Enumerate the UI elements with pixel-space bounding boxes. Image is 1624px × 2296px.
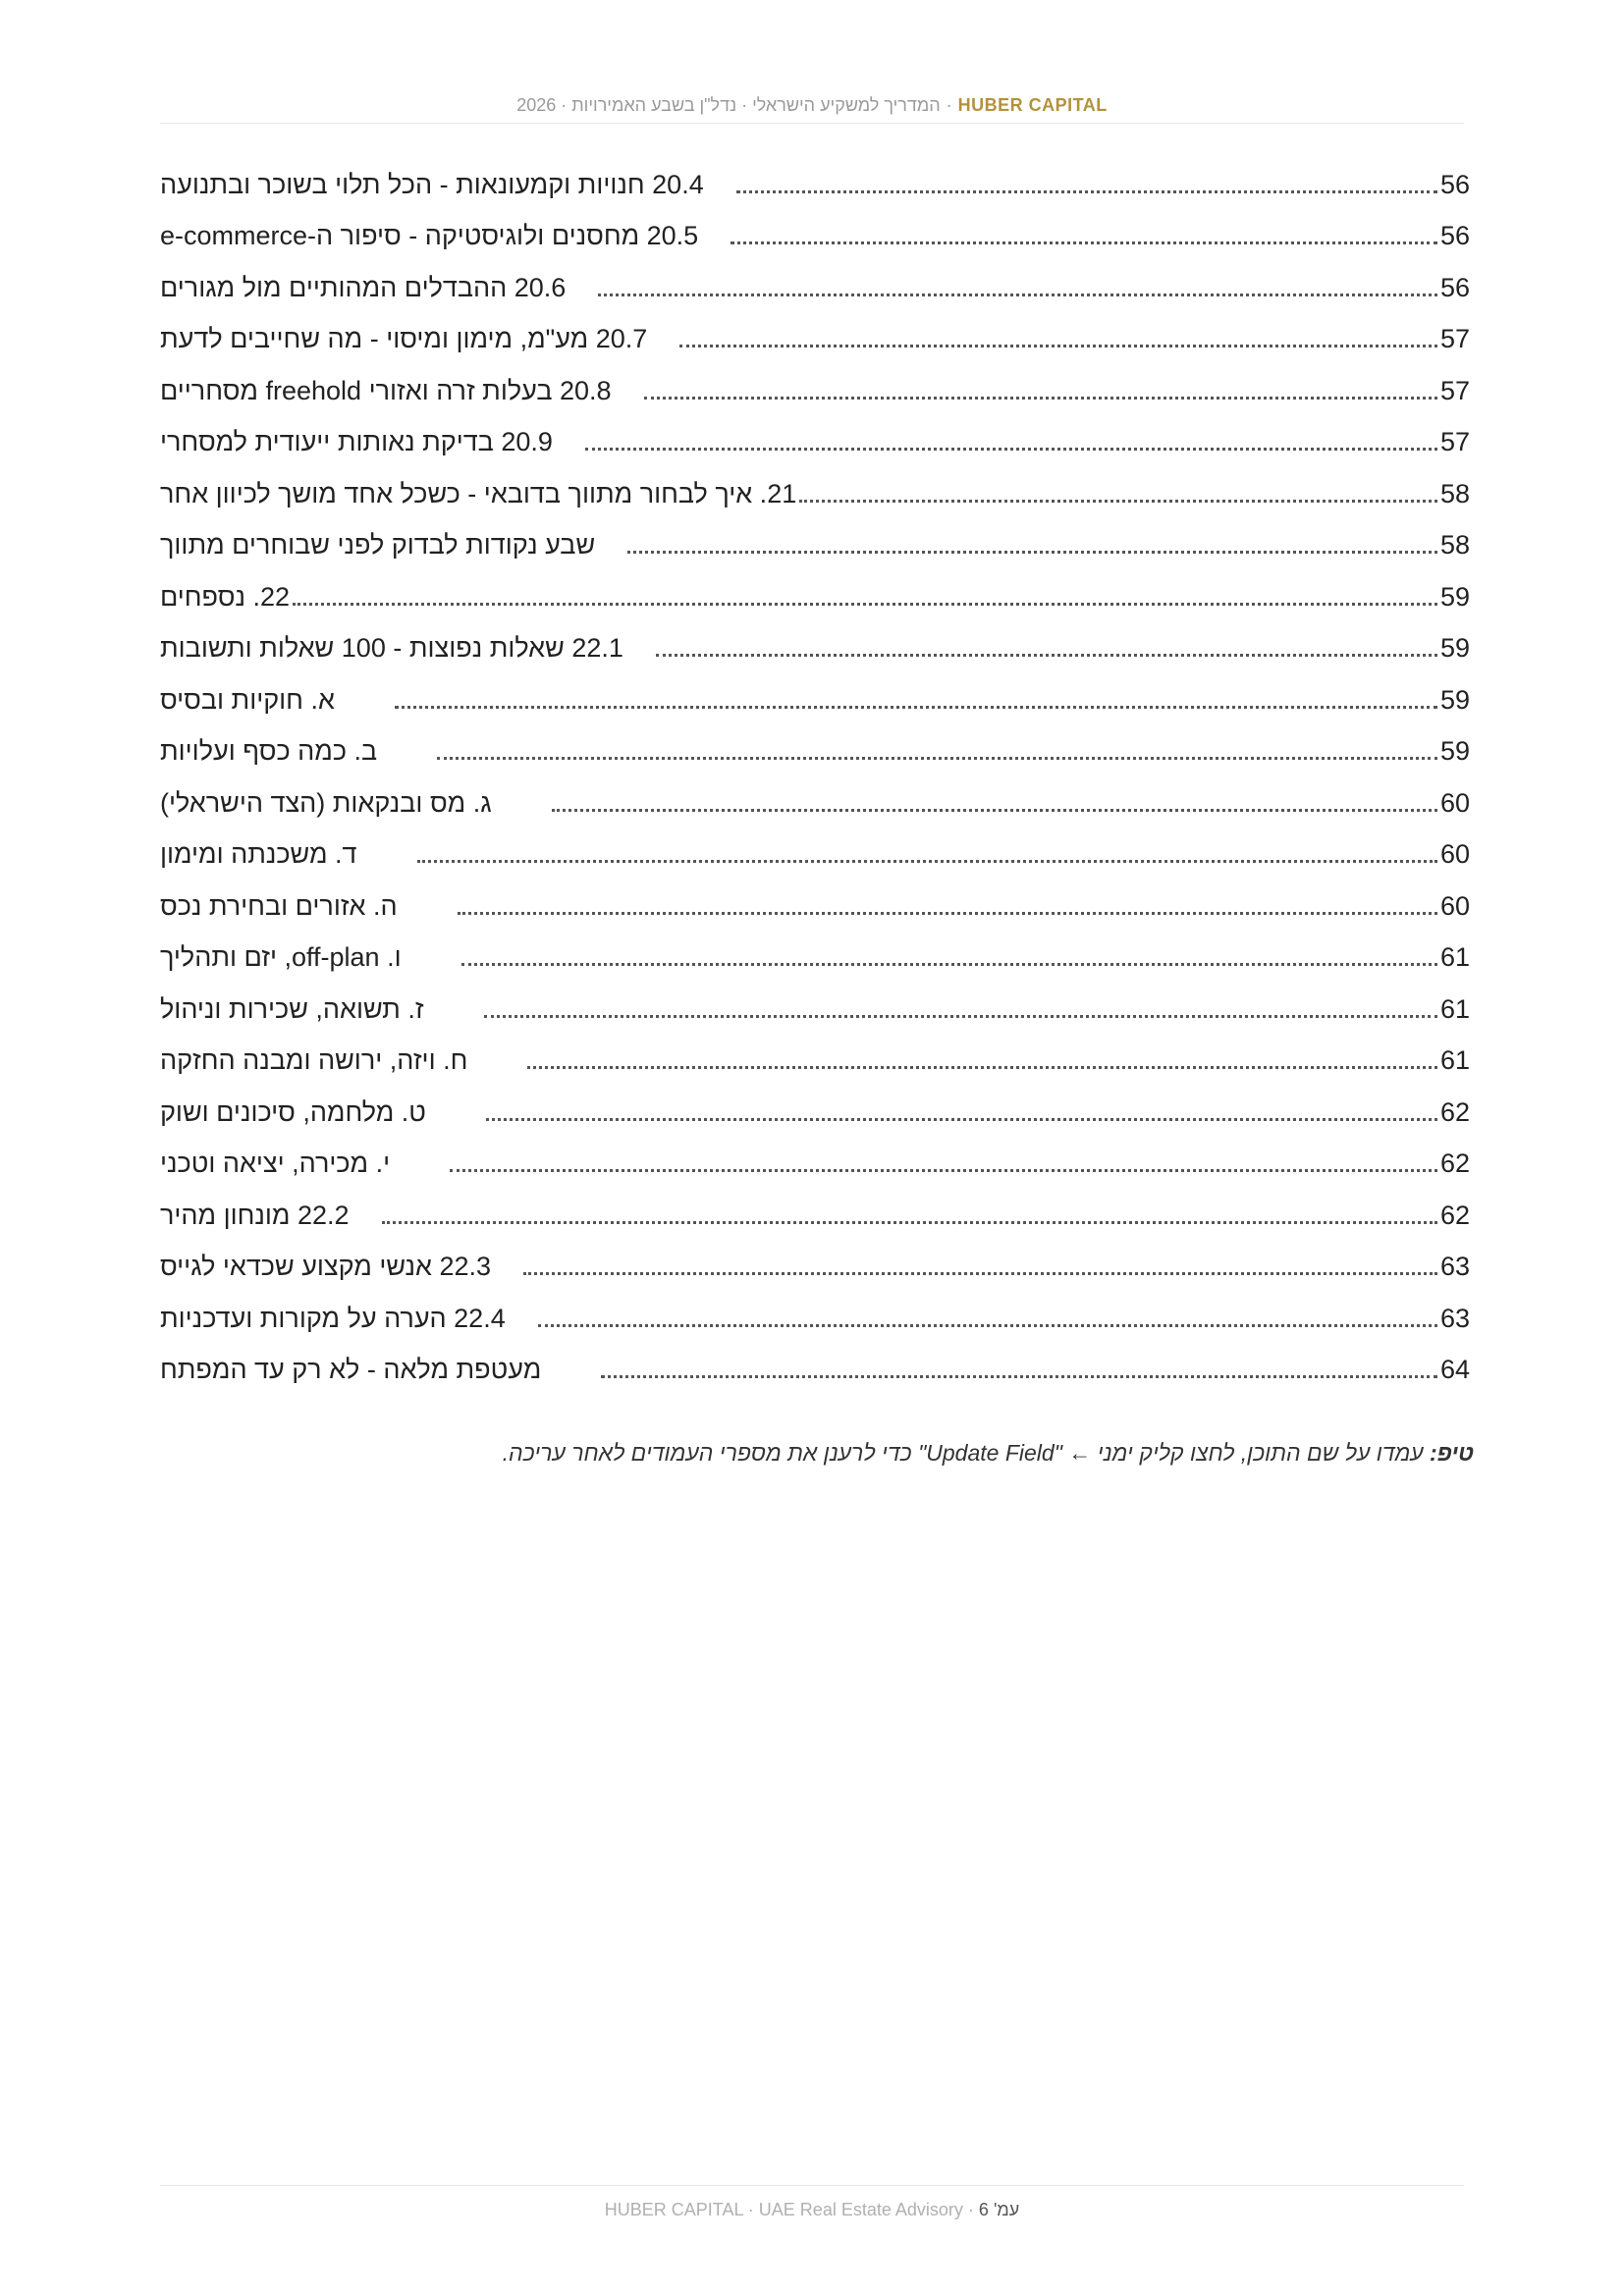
dot-leader — [293, 603, 1437, 606]
toc-entry-page-number: 58 — [1440, 478, 1471, 508]
dot-leader — [731, 241, 1437, 244]
toc-entry-title: ג. מס ובנקאות (הצד הישראלי) — [160, 787, 492, 818]
dot-leader — [450, 1169, 1437, 1172]
toc-entry[interactable] — [160, 159, 1474, 211]
toc-entry[interactable] — [160, 881, 1474, 933]
toc-entry-page-number: 59 — [1440, 581, 1471, 612]
header-brand: HUBER CAPITAL — [957, 95, 1108, 115]
dot-leader — [395, 706, 1437, 709]
toc-entry[interactable] — [160, 1242, 1474, 1294]
toc-entry-title: שבע נקודות לבדוק לפני שבוחרים מתווך — [160, 530, 596, 561]
toc-entry[interactable] — [160, 623, 1474, 675]
dot-leader — [585, 448, 1437, 451]
toc-entry-page-number: 58 — [1440, 530, 1471, 561]
toc-entry-title: 20.8 בעלות זרה ואזורי freehold מסחריים — [160, 375, 612, 405]
toc-entry-title: 20.7 מע"מ, מימון ומיסוי - מה שחייבים לדעת — [160, 324, 648, 354]
toc-entry[interactable] — [160, 520, 1474, 572]
toc-entry[interactable] — [160, 1293, 1474, 1345]
dot-leader — [601, 1375, 1437, 1378]
toc-entry-page-number: 60 — [1440, 787, 1471, 818]
dot-leader — [598, 294, 1437, 296]
dot-leader — [799, 500, 1437, 503]
dot-leader — [679, 345, 1437, 347]
toc-entry-title: 22.1 שאלות נפוצות - 100 שאלות ותשובות — [160, 633, 623, 664]
toc-entry-page-number: 62 — [1440, 1200, 1471, 1230]
toc-entry-title: ב. כמה כסף ועלויות — [160, 736, 378, 767]
toc-entry-page-number: 56 — [1440, 169, 1471, 199]
toc-entry-page-number: 57 — [1440, 375, 1471, 405]
toc-entry-page-number: 61 — [1440, 942, 1471, 973]
toc-entry-page-number: 62 — [1440, 1148, 1471, 1179]
toc-entry-title: 20.4 חנויות וקמעונאות - הכל תלוי בשוכר ובתנועה — [160, 169, 704, 199]
page-header — [160, 95, 1464, 124]
toc-entry-page-number: 57 — [1440, 427, 1471, 457]
toc-entry[interactable] — [160, 262, 1474, 314]
dot-leader — [461, 963, 1437, 966]
toc-entry-title: 22.2 מונחון מהיר — [160, 1200, 350, 1230]
dot-leader — [484, 1015, 1437, 1018]
toc-entry-title: 20.9 בדיקת נאותות ייעודית למסחרי — [160, 427, 553, 457]
dot-leader — [538, 1324, 1437, 1327]
dot-leader — [736, 190, 1437, 193]
dot-leader — [458, 912, 1437, 915]
toc-entry-title: ט. מלחמה, סיכונים ושוק — [160, 1096, 426, 1127]
dot-leader — [417, 860, 1437, 863]
footer-separator: · — [967, 2200, 974, 2219]
toc-entry[interactable] — [160, 777, 1474, 829]
toc-entry-title: ח. ויזה, ירושה ומבנה החזקה — [160, 1045, 468, 1076]
toc-entry[interactable] — [160, 1139, 1474, 1191]
toc-entry-title: 22. נספחים — [160, 581, 291, 612]
toc-entry-title: 22.3 אנשי מקצוע שכדאי לגייס — [160, 1252, 492, 1282]
toc-entry[interactable] — [160, 933, 1474, 985]
toc-entry-title: ד. משכנתה ומימון — [160, 839, 357, 870]
toc-entry-page-number: 60 — [1440, 890, 1471, 921]
toc-entry-title: א. חוקיות ובסיס — [160, 684, 335, 715]
toc-entry-page-number: 59 — [1440, 633, 1471, 664]
dot-leader — [486, 1118, 1437, 1121]
toc-entry[interactable] — [160, 674, 1474, 726]
toc-entry[interactable] — [160, 571, 1474, 623]
toc-entry[interactable] — [160, 984, 1474, 1036]
toc-entry-page-number: 63 — [1440, 1303, 1471, 1333]
toc-entry-title: 20.5 מחסנים ולוגיסטיקה - סיפור ה-e-commerce — [160, 221, 699, 251]
dot-leader — [437, 757, 1437, 760]
toc-entry-page-number: 61 — [1440, 1045, 1471, 1076]
toc-entry[interactable] — [160, 417, 1474, 469]
toc-entry-page-number: 56 — [1440, 272, 1471, 302]
toc-entry-page-number: 60 — [1440, 839, 1471, 870]
toc-entry-title: מעטפת מלאה - לא רק עד המפתח — [160, 1355, 542, 1385]
toc-entry[interactable] — [160, 1036, 1474, 1088]
dot-leader — [527, 1066, 1437, 1069]
toc-entry-page-number: 59 — [1440, 736, 1471, 767]
toc-entry[interactable] — [160, 726, 1474, 778]
page-footer — [160, 2185, 1464, 2220]
footer-text: HUBER CAPITAL · UAE Real Estate Advisory — [604, 2200, 963, 2219]
header-subtitle: המדריך למשקיע הישראלי · נדל"ן בשבע האמירויות · 2026 — [516, 95, 941, 115]
toc-entry[interactable] — [160, 1190, 1474, 1242]
toc-entry[interactable] — [160, 1345, 1474, 1397]
toc-entry[interactable] — [160, 1087, 1474, 1139]
tip-label: טיפ: — [1430, 1440, 1474, 1466]
toc-entry-page-number: 57 — [1440, 324, 1471, 354]
toc-entry-title: י. מכירה, יציאה וטכני — [160, 1148, 391, 1179]
toc-entry-page-number: 62 — [1440, 1096, 1471, 1127]
toc-entry[interactable] — [160, 829, 1474, 881]
toc-entry[interactable] — [160, 468, 1474, 520]
toc-entry-title: ו. off-plan, יזם ותהליך — [160, 942, 402, 973]
toc-entry-page-number: 63 — [1440, 1252, 1471, 1282]
toc-entry-title: 22.4 הערה על מקורות ועדכניות — [160, 1303, 506, 1333]
table-of-contents — [160, 159, 1474, 1396]
toc-entry-title: 21. איך לבחור מתווך בדובאי - כשכל אחד מושך לכיוון אחר — [160, 478, 797, 508]
toc-entry[interactable] — [160, 314, 1474, 366]
toc-entry-page-number: 61 — [1440, 993, 1471, 1024]
dot-leader — [656, 654, 1437, 657]
toc-entry[interactable] — [160, 365, 1474, 417]
header-separator: · — [946, 95, 952, 115]
footer-page-number: עמ' 6 — [978, 2200, 1020, 2219]
toc-entry-page-number: 59 — [1440, 684, 1471, 715]
dot-leader — [382, 1221, 1437, 1224]
toc-entry-title: ה. אזורים ובחירת נכס — [160, 890, 398, 921]
tip-note — [160, 1440, 1474, 1467]
dot-leader — [627, 551, 1437, 554]
toc-entry-page-number: 64 — [1440, 1355, 1471, 1385]
tip-text: עמדו על שם התוכן, לחצו קליק ימני ← "Update Field" כדי לרענן את מספרי העמודים לאחר עריכה. — [502, 1440, 1431, 1466]
toc-entry[interactable] — [160, 211, 1474, 263]
dot-leader — [644, 397, 1437, 400]
toc-entry-title: 20.6 ההבדלים המהותיים מול מגורים — [160, 272, 567, 302]
dot-leader — [552, 809, 1437, 812]
toc-entry-page-number: 56 — [1440, 221, 1471, 251]
toc-entry-title: ז. תשואה, שכירות וניהול — [160, 993, 424, 1024]
dot-leader — [523, 1272, 1437, 1275]
